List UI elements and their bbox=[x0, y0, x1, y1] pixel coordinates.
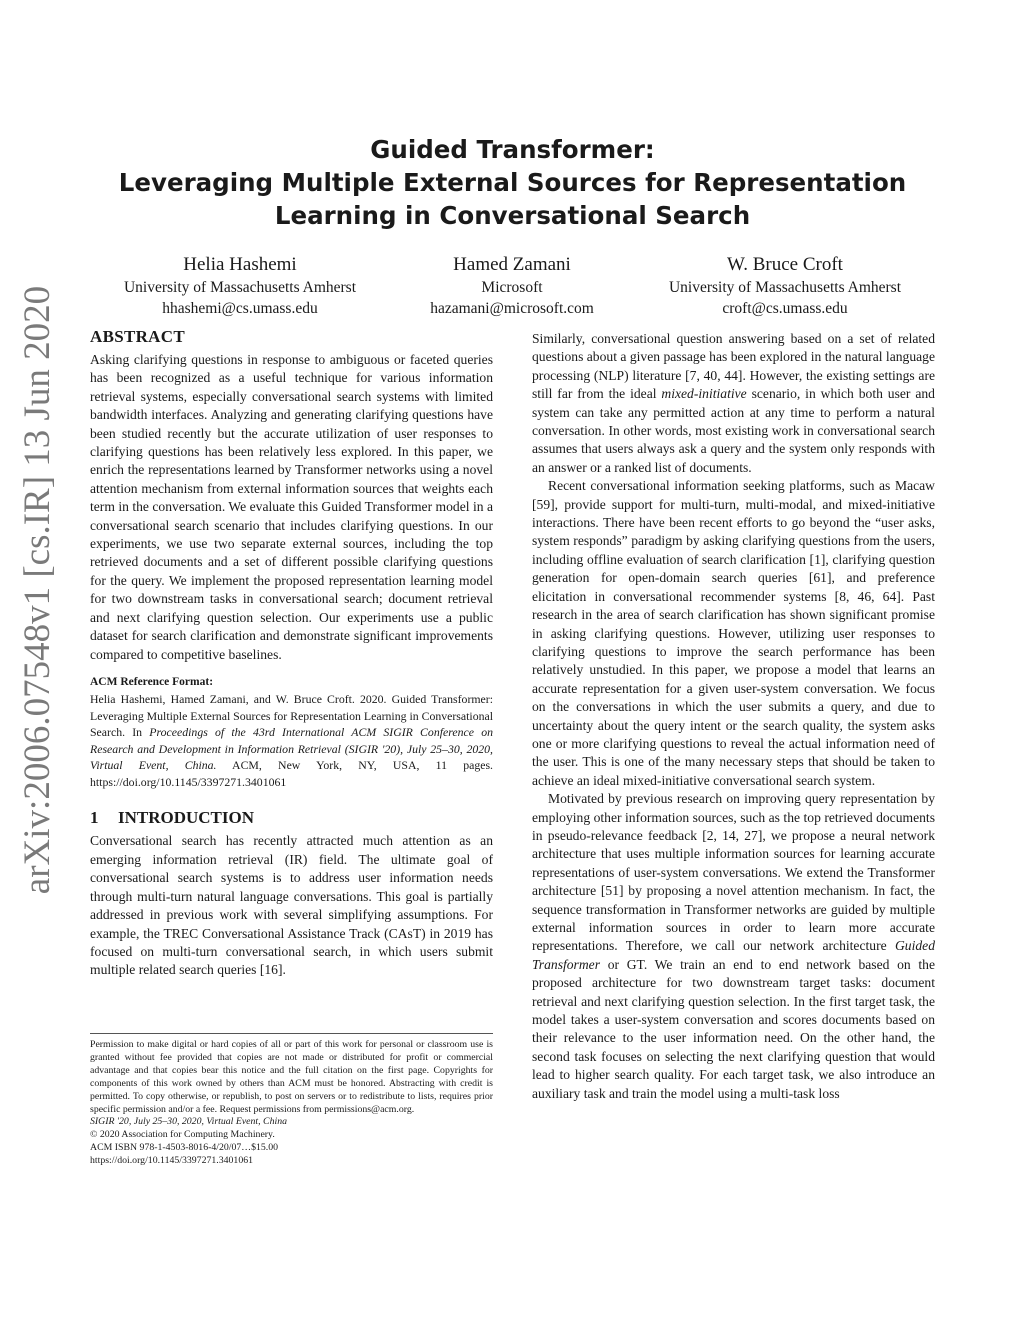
acm-reference-doi: ACM, New York, NY, USA, 11 pages. https://doi.org/10.1145/3397271.3401061 bbox=[90, 758, 493, 789]
emphasis-term: Guided Transformer bbox=[532, 938, 935, 972]
text-span: scenario, in which both user and system can take any permitted action at any time to perform a natural conversation. In other words, most existing work in conversational search assumes that users always ask a query and the system only responds with an answer or a ranked list of documents. bbox=[532, 386, 935, 475]
paper-title bbox=[90, 133, 935, 232]
title-line-1: Guided Transformer: bbox=[370, 135, 655, 164]
title-line-3: Learning in Conversational Search bbox=[274, 201, 751, 230]
author-block bbox=[90, 253, 935, 323]
arxiv-identifier bbox=[8, 285, 68, 1000]
abstract-text: Asking clarifying questions in response to ambiguous or faceted queries has been recognized as a useful technique for various information retrieval systems, especially conversational search systems with limited bandwidth interfaces. Analyzing and generating clarifying questions have been studied recently but the accurate utilization of user responses to clarifying questions has been relatively less explored. In this paper, we enrich the representations learned by Transformer networks using a novel attention mechanism from external information sources that weights each term in the conversation. We evaluate this Guided Transformer model in a conversational search scenario that includes clarifying questions. In our experiments, we use two separate external sources, including the top retrieved documents and a set of different possible clarifying questions for the query. We implement the proposed representation learning model for two downstream tasks in conversational search; document retrieval and next clarifying question selection. Our experiments use a public dataset for search clarification and demonstrate significant improvements compared to competitive baselines. bbox=[90, 352, 493, 662]
author-name: Helia Hashemi bbox=[183, 254, 297, 275]
acm-reference-venue: Proceedings of the 43rd International ACM SIGIR Conference on Research and Development in Information Retrieval (SIGIR '20), July 25–30, 2020, Virtual Event, China. bbox=[90, 725, 493, 773]
right-paragraph-3 bbox=[532, 790, 935, 1103]
author-affiliation: Microsoft bbox=[481, 279, 543, 296]
text-span: Similarly, conversational question answering based on a set of related questions about a given passage has been explored in the natural language processing (NLP) literature [7, 40, 44]. However, the existing settings are still far from the ideal bbox=[532, 331, 935, 402]
author-email: hhashemi@cs.umass.edu bbox=[162, 300, 318, 317]
author-3 bbox=[635, 253, 935, 319]
author-affiliation: University of Massachusetts Amherst bbox=[123, 279, 357, 296]
isbn-line: ACM ISBN 978-1-4503-8016-4/20/07…$15.00 bbox=[90, 1142, 279, 1154]
text-span: Motivated by previous research on improving query representation by employing other information sources, such as the top retrieved documents in pseudo-relevance feedback [2, 14, 27], we propose a neural network architecture that uses multiple information sources for learning accurate representations of user-system conversations. We extend the Transformer architecture [51] by proposing a novel attention mechanism. In fact, the sequence transformation in Transformer networks are guided by multiple external information sources in order to learn more accurate representations. Therefore, we call our network architecture bbox=[532, 791, 935, 954]
acm-reference-authors: Helia Hashemi, Hamed Zamani, and W. Bruce Croft. 2020. Guided Transformer: Leveraging Multiple External Sources for Representation Learning in Conversational Search. In bbox=[90, 691, 493, 740]
permission-notice: Permission to make digital or hard copies of all or part of this work for personal or classroom use is granted without fee provided that copies are not made or distributed for profit or commercial advantage and that copies bear this notice and the full citation on the first page. Copyrights for components of this work owned by others than ACM must be honored. Abstracting with credit is permitted. To copy otherwise, or republish, to post on servers or to redistribute to lists, requires prior specific permission and/or a fee. Request permissions from permissions@acm.org. bbox=[90, 1039, 493, 1115]
emphasis-term: mixed-initiative bbox=[661, 386, 747, 402]
conference-venue bbox=[90, 1116, 493, 1129]
copyright-line: © 2020 Association for Computing Machinery. bbox=[90, 1129, 275, 1141]
section-number: 1 bbox=[90, 808, 99, 828]
author-2 bbox=[362, 253, 662, 319]
section-title: INTRODUCTION bbox=[118, 808, 255, 828]
right-paragraph-1 bbox=[532, 330, 935, 477]
author-affiliation: University of Massachusetts Amherst bbox=[668, 279, 902, 296]
introduction-heading bbox=[90, 808, 493, 828]
title-line-2: Leveraging Multiple External Sources for Representation bbox=[118, 168, 907, 197]
acm-reference-text bbox=[90, 691, 493, 791]
acm-reference-heading: ACM Reference Format: bbox=[90, 675, 214, 688]
left-column bbox=[90, 327, 493, 980]
arxiv-identifier-text: arXiv:2006.07548v1 [cs.IR] 13 Jun 2020 bbox=[17, 285, 58, 895]
author-1 bbox=[90, 253, 390, 319]
text-span: or GT. We train an end to end network based on the proposed architecture for two downstream target tasks: document retrieval and next clarifying question selection. In the first target task, the model takes a user-system conversation and scores documents based on their relevance to the user information need. On the other hand, the second task focuses on selecting the next clarifying question that would lead to higher search quality. For each target task, we also introduce an auxiliary task and train the model using a multi-task loss bbox=[532, 956, 935, 1101]
author-name: W. Bruce Croft bbox=[727, 254, 843, 275]
doi-line: https://doi.org/10.1145/3397271.3401061 bbox=[90, 1155, 254, 1167]
right-column bbox=[532, 330, 935, 1103]
abstract-heading: ABSTRACT bbox=[90, 327, 185, 346]
copyright-footnote bbox=[90, 1033, 493, 1168]
conference-venue-text: SIGIR '20, July 25–30, 2020, Virtual Event, China bbox=[90, 1116, 288, 1128]
introduction-paragraph: Conversational search has recently attracted much attention as an emerging information retrieval (IR) field. The ultimate goal of conversational search systems is to address user information needs through multi-turn natural language conversations. This goal is partially addressed in previous work with several simplifying assumptions. For example, the TREC Conversational Assistance Track (CAsT) in 2019 has focused on multi-turn conversational search, in which users submit multiple related search queries [16]. bbox=[90, 833, 493, 978]
right-paragraph-2: Recent conversational information seeking platforms, such as Macaw [59], provide support for multi-turn, multi-modal, and mixed-initiative interactions. There have been recent efforts to go beyond the “user asks, system responds” paradigm by asking clarifying questions from the users, including offline evaluation of search clarification [1], clarifying question generation for open-domain search queries [61], and preference elicitation in conversational recommender systems [8, 46, 64]. Past research in the area of search clarification has shown significant promise in asking clarifying questions. However, utilizing user responses to clarifying questions to improve the search performance has been relatively unstudied. In this paper, we propose a model that learns an accurate representation for a given user-system conversation. We focus on the conversations in which the user submits a query, and due to uncertainty about the query intent or the search quality, the system asks one or more clarifying questions to reveal the actual information need of the user. This is one of the many necessary steps that should be taken to achieve an ideal mixed-initiative conversational search system. bbox=[532, 478, 935, 788]
author-name: Hamed Zamani bbox=[453, 254, 571, 275]
author-email: hazamani@microsoft.com bbox=[430, 300, 594, 317]
author-email: croft@cs.umass.edu bbox=[722, 300, 848, 317]
